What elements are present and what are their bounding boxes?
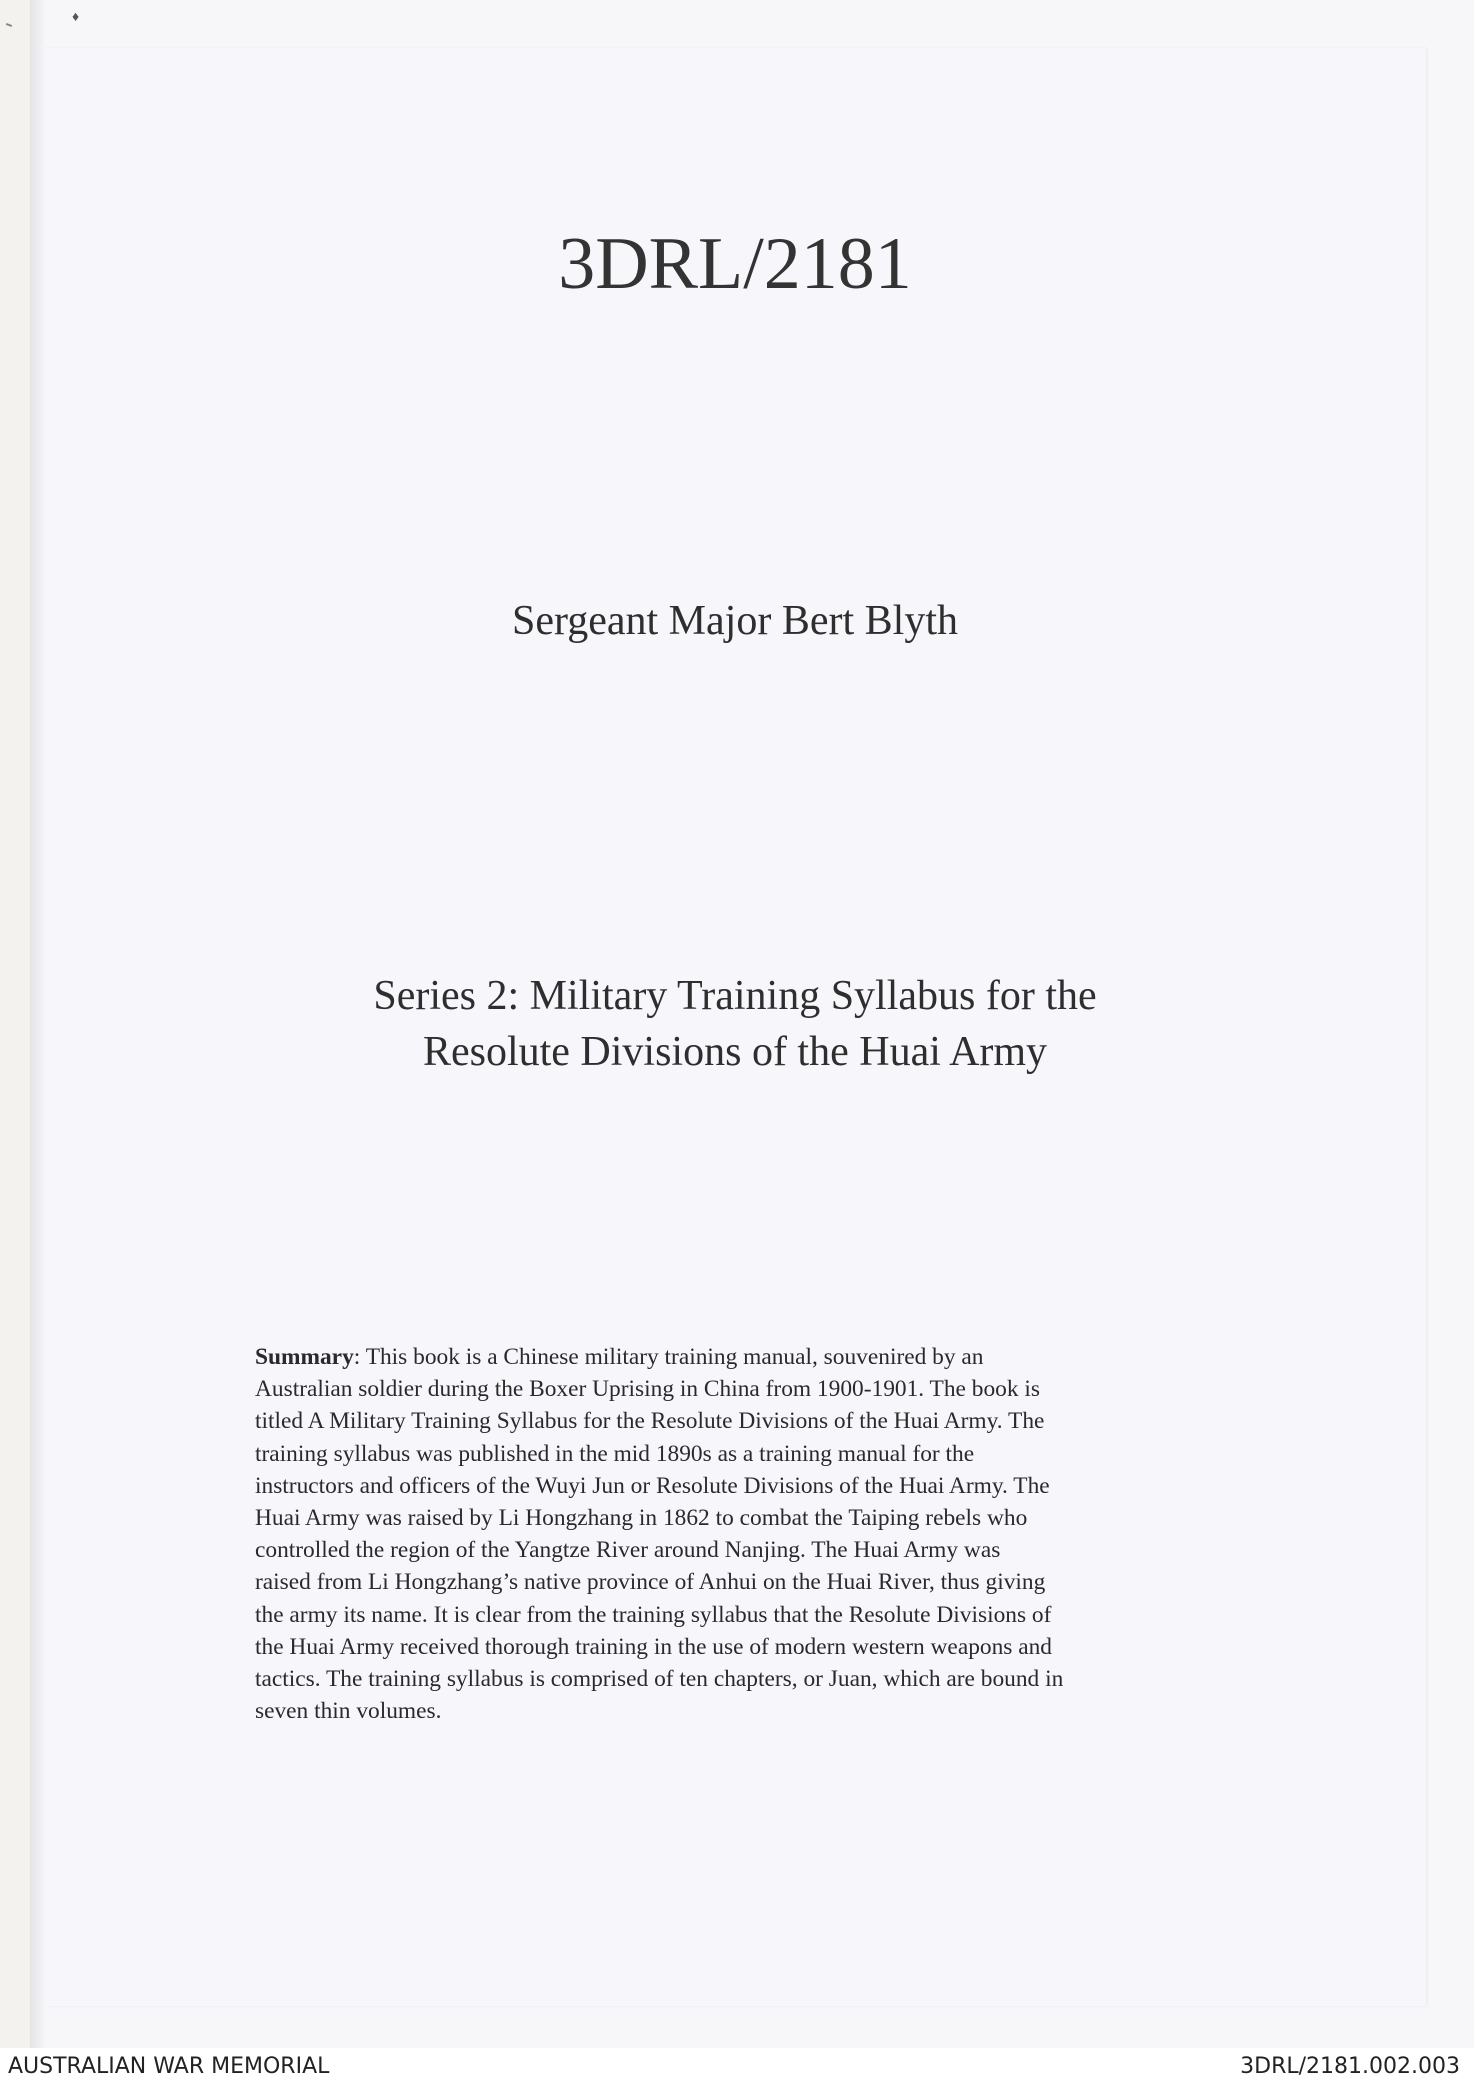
footer-item-id: 3DRL/2181.002.003 [1240,2054,1460,2079]
summary-line: instructors and officers of the Wuyi Jun or Resolute Divisions of the Huai Army. The [255,1472,1050,1499]
summary-line: tactics. The training syllabus is comprised of ten chapters, or Juan, which are bound in [255,1666,1064,1693]
summary-line: raised from Li Hongzhang’s native province of Anhui on the Huai River, thus giving [255,1569,1046,1596]
summary-label: Summary [255,1344,354,1370]
person-name: Sergeant Major Bert Blyth [512,598,958,644]
footer-institution: AUSTRALIAN WAR MEMORIAL [8,2054,330,2079]
summary-line: the army its name. It is clear from the training syllabus that the Resolute Divisions of [255,1601,1052,1628]
summary-line: training syllabus was published in the mid 1890s as a training manual for the [255,1440,975,1467]
summary-paragraph [255,1341,1235,1727]
summary-line [255,1341,1235,1373]
archive-footer [0,2048,1474,2082]
page-edge-shadow [30,0,44,2048]
series-title [44,968,1426,1080]
summary-text: : This book is a Chinese military training manual, souvenired by an [353,1344,984,1370]
left-scan-strip [0,0,32,2048]
series-title-line: Resolute Divisions of the Huai Army [422,1029,1048,1075]
series-title-line: Series 2: Military Training Syllabus for the [373,973,1097,1019]
corner-mark: ♦ [72,8,80,24]
summary-line: titled A Military Training Syllabus for the Resolute Divisions of the Huai Army. The [255,1408,1045,1435]
reference-number: 3DRL/2181 [558,223,912,305]
summary-line: the Huai Army received thorough training in the use of modern western weapons and [255,1633,1053,1660]
summary-line: Australian soldier during the Boxer Uprising in China from 1900-1901. The book is [255,1376,1041,1403]
summary-line: controlled the region of the Yangtze River around Nanjing. The Huai Army was [255,1537,1001,1564]
summary-line: Huai Army was raised by Li Hongzhang in 1862 to combat the Taiping rebels who [255,1505,1028,1532]
summary-line: seven thin volumes. [255,1698,442,1725]
